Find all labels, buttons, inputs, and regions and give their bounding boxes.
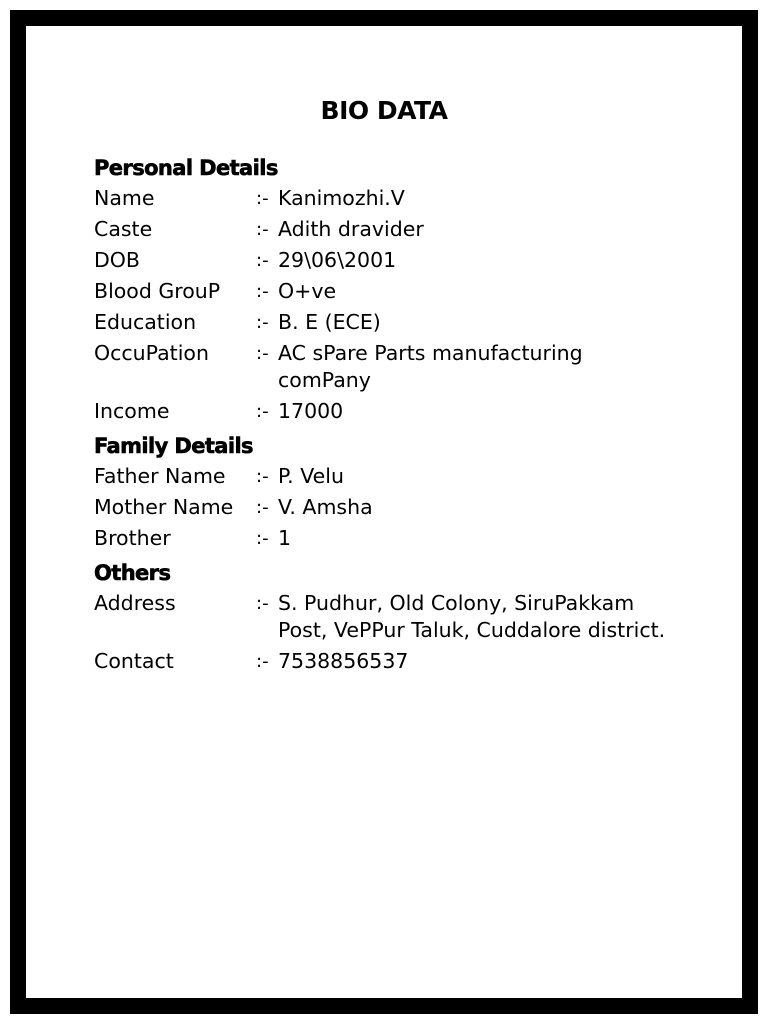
field-label: Income bbox=[94, 399, 170, 423]
biodata-content bbox=[94, 96, 694, 683]
field-value: B. E (ECE) bbox=[278, 310, 381, 334]
field-label: OccuPation bbox=[94, 341, 209, 365]
field-row-mother-name bbox=[94, 494, 694, 521]
field-row-dob bbox=[94, 247, 694, 274]
section-heading: Personal Details bbox=[94, 156, 278, 180]
field-label: Mother Name bbox=[94, 495, 234, 519]
field-label: DOB bbox=[94, 248, 140, 272]
field-label: Caste bbox=[94, 217, 153, 241]
field-separator: :- bbox=[256, 188, 269, 209]
field-row-caste bbox=[94, 216, 694, 243]
field-separator: :- bbox=[256, 343, 269, 364]
section-heading: Others bbox=[94, 561, 171, 585]
section-others bbox=[94, 560, 694, 675]
field-label: Address bbox=[94, 591, 176, 615]
field-row-contact bbox=[94, 648, 694, 675]
field-label: Education bbox=[94, 310, 197, 334]
field-separator: :- bbox=[256, 593, 269, 614]
field-row-father-name bbox=[94, 463, 694, 490]
section-heading: Family Details bbox=[94, 434, 253, 458]
field-separator: :- bbox=[256, 219, 269, 240]
field-label: Father Name bbox=[94, 464, 226, 488]
field-row-income bbox=[94, 398, 694, 425]
section-personal-details bbox=[94, 155, 694, 425]
field-separator: :- bbox=[256, 312, 269, 333]
field-value: 29\06\2001 bbox=[278, 248, 397, 272]
field-row-occupation bbox=[94, 340, 694, 394]
field-label: Brother bbox=[94, 526, 171, 550]
field-value: 1 bbox=[278, 526, 292, 550]
field-separator: :- bbox=[256, 528, 269, 549]
field-value: 7538856537 bbox=[278, 649, 409, 673]
field-separator: :- bbox=[256, 497, 269, 518]
field-separator: :- bbox=[256, 466, 269, 487]
field-label: Name bbox=[94, 186, 155, 210]
document-title: BIO DATA bbox=[320, 96, 448, 125]
field-separator: :- bbox=[256, 281, 269, 302]
field-value: Adith dravider bbox=[278, 217, 424, 241]
field-row-brother bbox=[94, 525, 694, 552]
field-value: 17000 bbox=[278, 399, 344, 423]
field-row-name bbox=[94, 185, 694, 212]
field-value: Kanimozhi.V bbox=[278, 186, 405, 210]
field-label: Blood GrouP bbox=[94, 279, 221, 303]
field-value: P. Velu bbox=[278, 464, 344, 488]
field-row-address bbox=[94, 590, 694, 644]
field-row-education bbox=[94, 309, 694, 336]
field-value: V. Amsha bbox=[278, 495, 373, 519]
field-row-blood-group bbox=[94, 278, 694, 305]
field-value: AC sPare Parts manufacturing comPany bbox=[278, 341, 583, 392]
field-separator: :- bbox=[256, 651, 269, 672]
section-family-details bbox=[94, 433, 694, 552]
field-separator: :- bbox=[256, 250, 269, 271]
field-value: O+ve bbox=[278, 279, 337, 303]
field-value: S. Pudhur, Old Colony, SiruPakkam Post, VePPur Taluk, Cuddalore district. bbox=[278, 591, 666, 642]
field-label: Contact bbox=[94, 649, 174, 673]
field-separator: :- bbox=[256, 401, 269, 422]
